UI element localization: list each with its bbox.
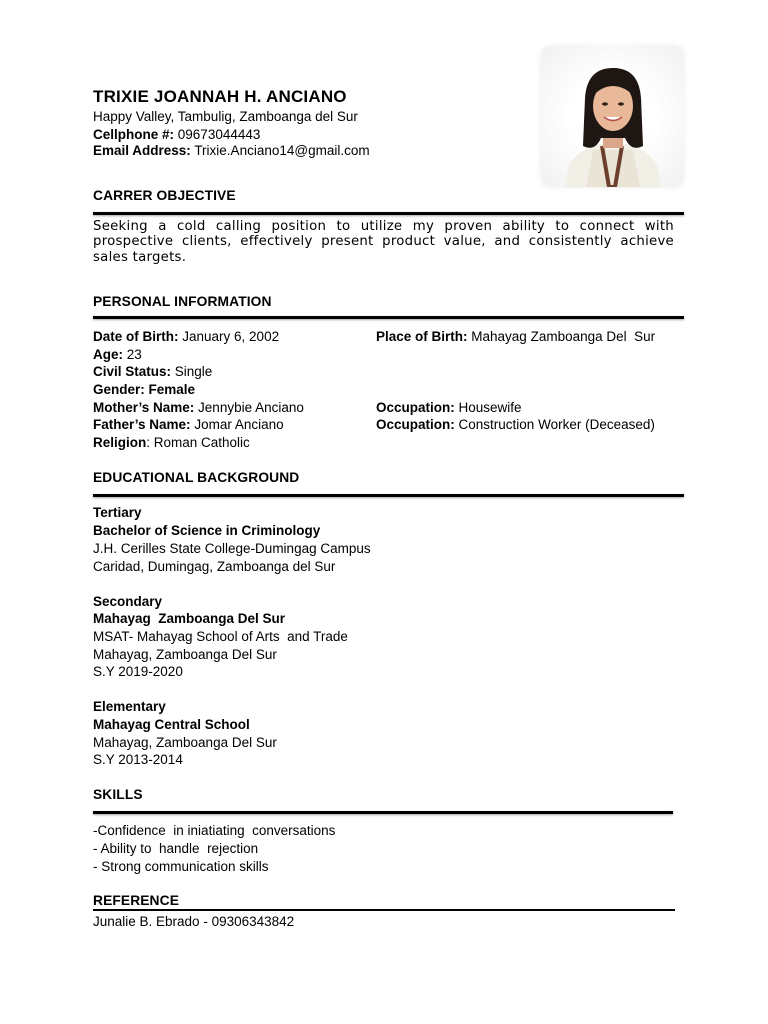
email-label: Email Address:	[93, 143, 191, 158]
religion-line	[93, 434, 250, 452]
pob-label: Place of Birth:	[376, 329, 468, 344]
religion-label: Religion	[93, 435, 147, 450]
elementary-level: Elementary	[93, 699, 166, 714]
tertiary-level: Tertiary	[93, 505, 142, 520]
dob-line	[93, 328, 279, 346]
dob-value: January 6, 2002	[182, 329, 280, 344]
civil-status-label: Civil Status:	[93, 364, 172, 379]
skills-title: SKILLS	[93, 787, 143, 802]
gender-line: Gender: Female	[93, 382, 196, 397]
secondary-name: Mahayag Zamboanga Del Sur	[93, 611, 286, 626]
tertiary-school: J.H. Cerilles State College-Dumingag Campus	[93, 541, 371, 556]
cellphone-line	[93, 126, 260, 144]
email-line	[93, 142, 370, 160]
age-label: Age:	[93, 347, 123, 362]
secondary-school-year: S.Y 2019-2020	[93, 664, 183, 679]
email-value: Trixie.Anciano14@gmail.com	[194, 143, 370, 158]
civil-status-line	[93, 363, 212, 381]
mother-line	[93, 399, 304, 417]
father-line	[93, 416, 284, 434]
father-value: Jomar Anciano	[194, 417, 284, 432]
reference-divider	[93, 909, 675, 911]
mother-occupation-line	[376, 399, 522, 417]
education-title: EDUCATIONAL BACKGROUND	[93, 470, 300, 485]
cellphone-value: 09673044443	[177, 127, 261, 142]
reference-text: Junalie B. Ebrado - 09306343842	[93, 914, 295, 929]
applicant-name: TRIXIE JOANNAH H. ANCIANO	[93, 87, 347, 106]
skill-item: - Ability to handle rejection	[93, 841, 259, 856]
mother-occupation-label: Occupation:	[376, 400, 455, 415]
pob-line	[376, 328, 655, 346]
personal-title: PERSONAL INFORMATION	[93, 294, 272, 309]
elementary-school-year: S.Y 2013-2014	[93, 752, 183, 767]
civil-status-value: Single	[174, 364, 213, 379]
dob-label: Date of Birth:	[93, 329, 179, 344]
mother-occupation-value: Housewife	[458, 400, 522, 415]
mother-label: Mother’s Name:	[93, 400, 195, 415]
father-occupation-label: Occupation:	[376, 417, 455, 432]
objective-divider	[93, 212, 684, 215]
father-occupation-line	[376, 416, 655, 434]
cellphone-label: Cellphone #:	[93, 127, 175, 142]
age-value: 23	[126, 347, 142, 362]
elementary-name: Mahayag Central School	[93, 717, 250, 732]
skill-item: - Strong communication skills	[93, 859, 269, 874]
address: Happy Valley, Tambulig, Zamboanga del Sur	[93, 109, 358, 124]
objective-title: CARRER OBJECTIVE	[93, 188, 236, 203]
elementary-location: Mahayag, Zamboanga Del Sur	[93, 735, 277, 750]
father-label: Father’s Name:	[93, 417, 191, 432]
secondary-school: MSAT- Mahayag School of Arts and Trade	[93, 629, 348, 644]
tertiary-degree: Bachelor of Science in Criminology	[93, 523, 321, 538]
religion-value: : Roman Catholic	[146, 435, 250, 450]
tertiary-location: Caridad, Dumingag, Zamboanga del Sur	[93, 559, 336, 574]
skill-item: -Confidence in iniatiating conversations	[93, 823, 336, 838]
pob-value: Mahayag Zamboanga Del Sur	[471, 329, 656, 344]
profile-photo	[541, 46, 684, 187]
objective-text: Seeking a cold calling position to utilize my proven ability to connect with prospective clients, effectively present product value, and consistently achieve sales targets.	[93, 219, 674, 265]
reference-title: REFERENCE	[93, 893, 179, 908]
age-line	[93, 346, 142, 364]
secondary-level: Secondary	[93, 594, 163, 609]
secondary-location: Mahayag, Zamboanga Del Sur	[93, 647, 277, 662]
father-occupation-value: Construction Worker (Deceased)	[458, 417, 655, 432]
personal-divider	[93, 316, 684, 319]
profile-photo-illustration	[541, 46, 684, 187]
mother-value: Jennybie Anciano	[198, 400, 304, 415]
skills-divider	[93, 811, 673, 814]
education-divider	[93, 494, 684, 497]
